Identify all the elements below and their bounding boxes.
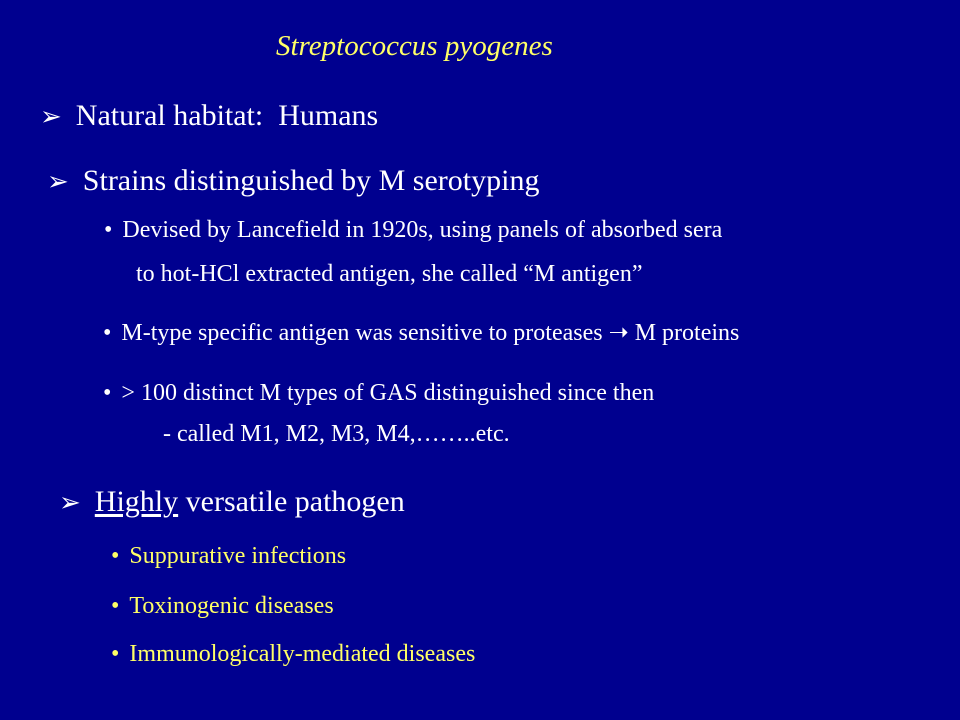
slide-title: Streptococcus pyogenes xyxy=(276,30,553,62)
dot-icon: • xyxy=(103,320,112,346)
strains-point-3-line-2: - called M1, M2, M3, M4,……..etc. xyxy=(163,421,510,447)
strains-point-1-line-1: Devised by Lancefield in 1920s, using panels of absorbed sera xyxy=(122,217,723,243)
pathogen-item xyxy=(111,594,334,618)
pathogen-heading xyxy=(59,487,405,517)
strains-heading xyxy=(47,166,539,196)
pathogen-item xyxy=(111,642,475,666)
strains-point-2-right: M proteins xyxy=(634,320,740,346)
habitat-line xyxy=(40,101,378,131)
dot-icon: • xyxy=(111,641,120,667)
strains-point-3-line-1: > 100 distinct M types of GAS distinguished since then xyxy=(121,380,655,406)
strains-point-2-left: M-type specific antigen was sensitive to proteases xyxy=(121,320,603,346)
arrowhead-icon: ➢ xyxy=(59,488,81,517)
dot-icon: • xyxy=(104,217,113,243)
pathogen-heading-rest: versatile pathogen xyxy=(185,485,405,518)
strains-point-1 xyxy=(104,218,722,242)
pathogen-item-text: Toxinogenic diseases xyxy=(129,593,334,619)
strains-point-2 xyxy=(103,321,739,345)
right-arrow-icon: ➝ xyxy=(608,320,629,346)
dot-icon: • xyxy=(103,380,112,406)
strains-point-1-line-2: to hot-HCl extracted antigen, she called “M antigen” xyxy=(136,261,643,287)
strains-point-3 xyxy=(103,381,654,405)
strains-heading-text: Strains distinguished by M serotyping xyxy=(82,164,540,197)
dot-icon: • xyxy=(111,593,120,619)
pathogen-item-text: Suppurative infections xyxy=(129,543,347,569)
arrowhead-icon: ➢ xyxy=(40,102,62,131)
arrowhead-icon: ➢ xyxy=(47,167,69,196)
pathogen-item xyxy=(111,544,346,568)
pathogen-item-text: Immunologically-mediated diseases xyxy=(129,641,476,667)
habitat-text: Natural habitat: Humans xyxy=(75,99,379,132)
dot-icon: • xyxy=(111,543,120,569)
pathogen-heading-underlined: Highly xyxy=(94,485,179,518)
